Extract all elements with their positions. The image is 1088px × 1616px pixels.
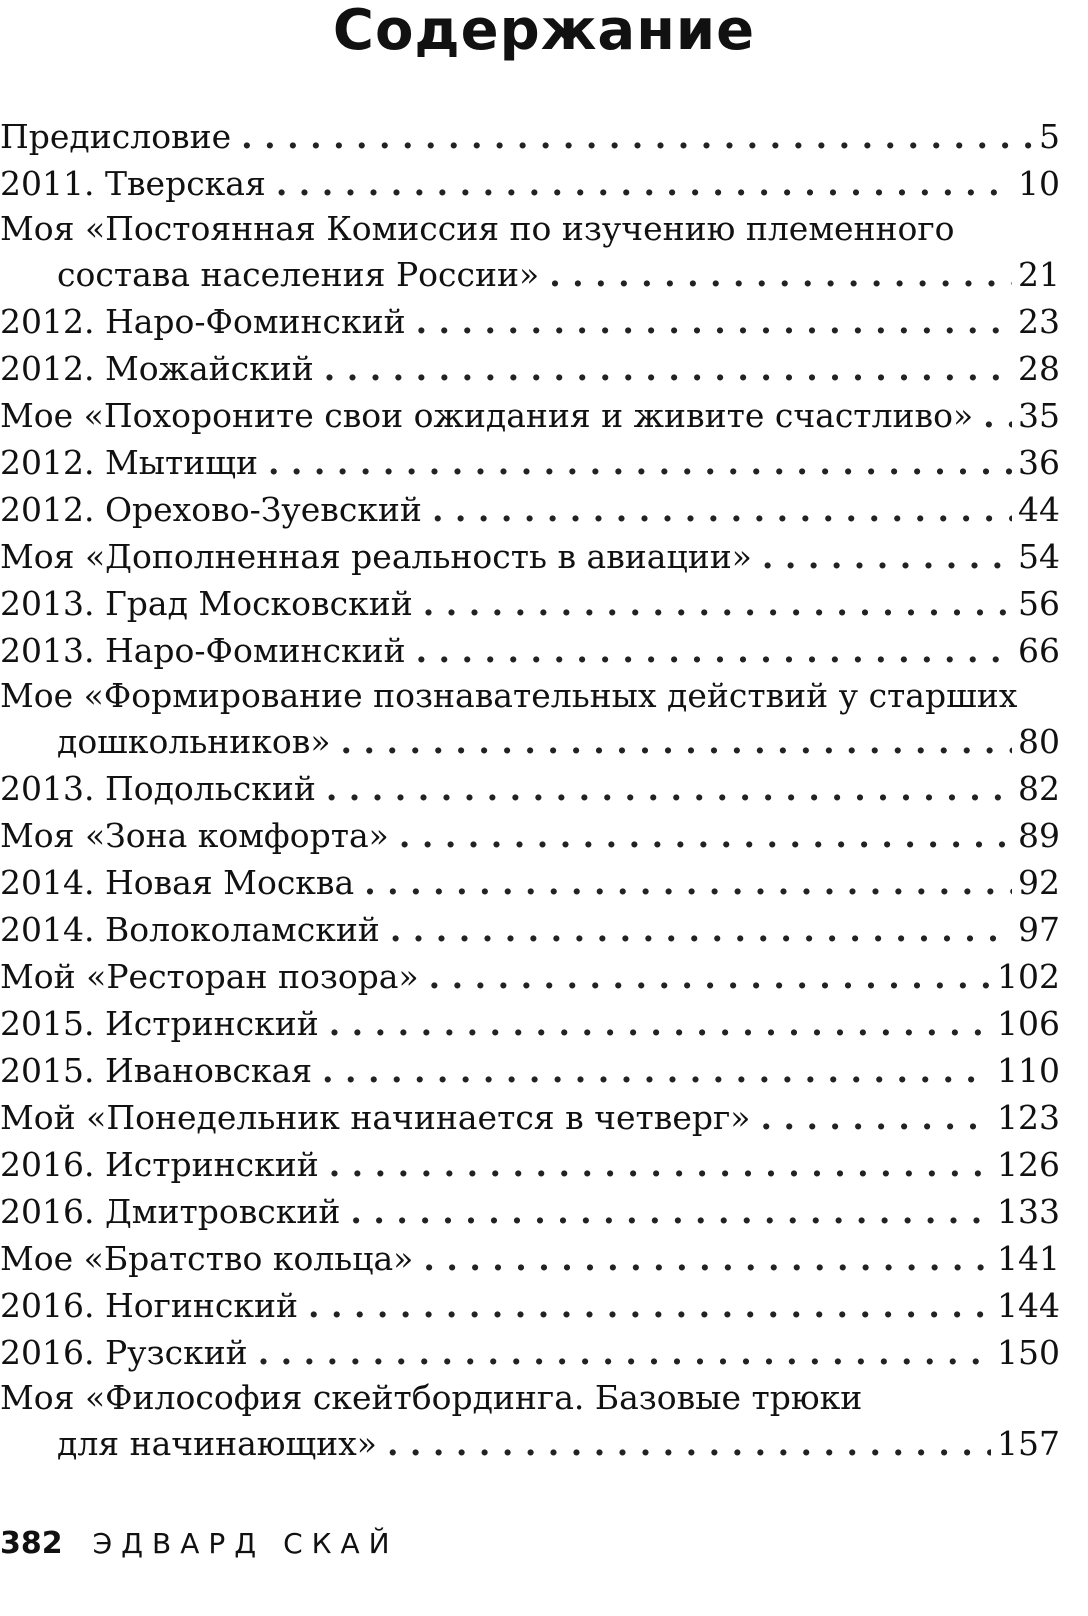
toc-entry-page: 150 (997, 1333, 1060, 1372)
dot-leader (983, 392, 1012, 439)
toc-entry-page: 126 (997, 1145, 1060, 1184)
dot-leader (329, 1000, 991, 1047)
toc-entry-page: 133 (997, 1192, 1060, 1231)
toc-entry-title: 2012. Орехово-Зуевский (0, 490, 422, 529)
dot-leader (416, 298, 1012, 345)
toc-entry (0, 1094, 1060, 1141)
running-head-author: ЭДВАРД СКАЙ (92, 1527, 399, 1560)
toc-entry-title-cont: состава населения России» (57, 255, 540, 294)
toc-entry-title: Мое «Похороните свои ожидания и живите счастливо» (0, 396, 974, 435)
toc-entry (0, 1329, 1060, 1376)
toc-entry-title: Мой «Ресторан позора» (0, 957, 419, 996)
toc-entry-page: 28 (1018, 349, 1060, 388)
toc-entry (0, 1376, 1060, 1467)
toc-entry-page: 10 (1018, 164, 1060, 203)
dot-leader (387, 1420, 991, 1467)
toc-entry-title-cont: дошкольников» (57, 722, 331, 761)
dot-leader (241, 113, 1033, 160)
toc-entry-page: 123 (997, 1098, 1060, 1137)
toc-entry-title: 2011. Тверская (0, 164, 266, 203)
toc-entry-page: 21 (1018, 255, 1060, 294)
toc-entry-page: 92 (1018, 863, 1060, 902)
toc-entry-page: 141 (997, 1239, 1060, 1278)
toc-entry-page: 35 (1018, 396, 1060, 435)
toc-entry-title: 2015. Истринский (0, 1004, 319, 1043)
toc-entry (0, 486, 1060, 533)
toc-entry-page: 80 (1018, 722, 1060, 761)
dot-leader (276, 160, 1012, 207)
toc-entry-page: 5 (1039, 117, 1060, 156)
toc-entry-title: Моя «Философия скейтбординга. Базовые трюки (0, 1378, 863, 1417)
table-of-contents (0, 113, 1060, 1467)
toc-entry-title: 2012. Наро-Фоминский (0, 302, 406, 341)
toc-entry (0, 439, 1060, 486)
toc-entry-title: 2014. Волоколамский (0, 910, 380, 949)
dot-leader (432, 486, 1012, 533)
toc-entry-title: 2012. Мытищи (0, 443, 258, 482)
toc-entry-page: 44 (1018, 490, 1060, 529)
toc-entry (0, 1235, 1060, 1282)
toc-entry (0, 298, 1060, 345)
toc-entry (0, 1141, 1060, 1188)
page-footer (0, 1524, 399, 1564)
toc-entry (0, 953, 1060, 1000)
dot-leader (423, 580, 1012, 627)
toc-entry-title: 2015. Ивановская (0, 1051, 313, 1090)
toc-entry-title-cont: для начинающих» (57, 1424, 377, 1463)
toc-entry (0, 113, 1060, 160)
toc-entry (0, 627, 1060, 674)
toc-entry (0, 345, 1060, 392)
dot-leader (341, 718, 1012, 765)
toc-entry-title: Моя «Зона комфорта» (0, 816, 389, 855)
toc-entry (0, 859, 1060, 906)
toc-entry-title: 2013. Град Московский (0, 584, 413, 623)
dot-leader (324, 345, 1012, 392)
toc-entry (0, 906, 1060, 953)
toc-entry-title: Мое «Формирование познавательных действий у старших (0, 676, 1018, 715)
dot-leader (390, 906, 1012, 953)
toc-entry-title: 2013. Наро-Фоминский (0, 631, 406, 670)
toc-entry-title: Мое «Братство кольца» (0, 1239, 414, 1278)
toc-entry-page: 106 (997, 1004, 1060, 1043)
dot-leader (329, 1141, 991, 1188)
toc-entry-title: 2016. Ногинский (0, 1286, 298, 1325)
dot-leader (258, 1329, 991, 1376)
dot-leader (322, 1047, 991, 1094)
dot-leader (549, 251, 1012, 298)
toc-entry-page: 110 (997, 1051, 1060, 1090)
dot-leader (399, 812, 1012, 859)
dot-leader (423, 1235, 991, 1282)
toc-entry-page: 66 (1018, 631, 1060, 670)
dot-leader (308, 1282, 991, 1329)
toc-entry-title: 2013. Подольский (0, 769, 316, 808)
dot-leader (762, 533, 1012, 580)
toc-entry-page: 97 (1018, 910, 1060, 949)
dot-leader (761, 1094, 992, 1141)
dot-leader (364, 859, 1012, 906)
toc-entry (0, 1188, 1060, 1235)
toc-entry (0, 812, 1060, 859)
toc-entry (0, 1000, 1060, 1047)
dot-leader (429, 953, 991, 1000)
toc-entry (0, 207, 1060, 298)
toc-entry (0, 392, 1060, 439)
toc-entry-page: 157 (997, 1424, 1060, 1463)
toc-entry-title: Моя «Постоянная Комиссия по изучению племенного (0, 209, 955, 248)
toc-entry-page: 144 (997, 1286, 1060, 1325)
toc-entry (0, 580, 1060, 627)
page-number: 382 (0, 1526, 63, 1561)
toc-entry (0, 1282, 1060, 1329)
toc-entry (0, 160, 1060, 207)
toc-entry-page: 89 (1018, 816, 1060, 855)
toc-entry (0, 533, 1060, 580)
dot-leader (350, 1188, 991, 1235)
toc-entry (0, 765, 1060, 812)
toc-entry-title: 2016. Рузский (0, 1333, 248, 1372)
toc-entry-title: Предисловие (0, 117, 232, 156)
toc-entry-title: Моя «Дополненная реальность в авиации» (0, 537, 752, 576)
toc-entry-title: 2016. Истринский (0, 1145, 319, 1184)
toc-entry-title: 2014. Новая Москва (0, 863, 355, 902)
dot-leader (268, 439, 1012, 486)
dot-leader (326, 765, 1012, 812)
toc-entry-page: 23 (1018, 302, 1060, 341)
page-title: Содержание (332, 0, 756, 63)
toc-entry-page: 102 (997, 957, 1060, 996)
toc-entry-title: 2012. Можайский (0, 349, 314, 388)
toc-entry (0, 1047, 1060, 1094)
dot-leader (416, 627, 1012, 674)
toc-entry-page: 54 (1018, 537, 1060, 576)
toc-entry-page: 82 (1018, 769, 1060, 808)
toc-entry-page: 56 (1018, 584, 1060, 623)
toc-entry-page: 36 (1018, 443, 1060, 482)
toc-entry-title: 2016. Дмитровский (0, 1192, 341, 1231)
toc-entry-title: Мой «Понедельник начинается в четверг» (0, 1098, 751, 1137)
toc-entry (0, 674, 1060, 765)
